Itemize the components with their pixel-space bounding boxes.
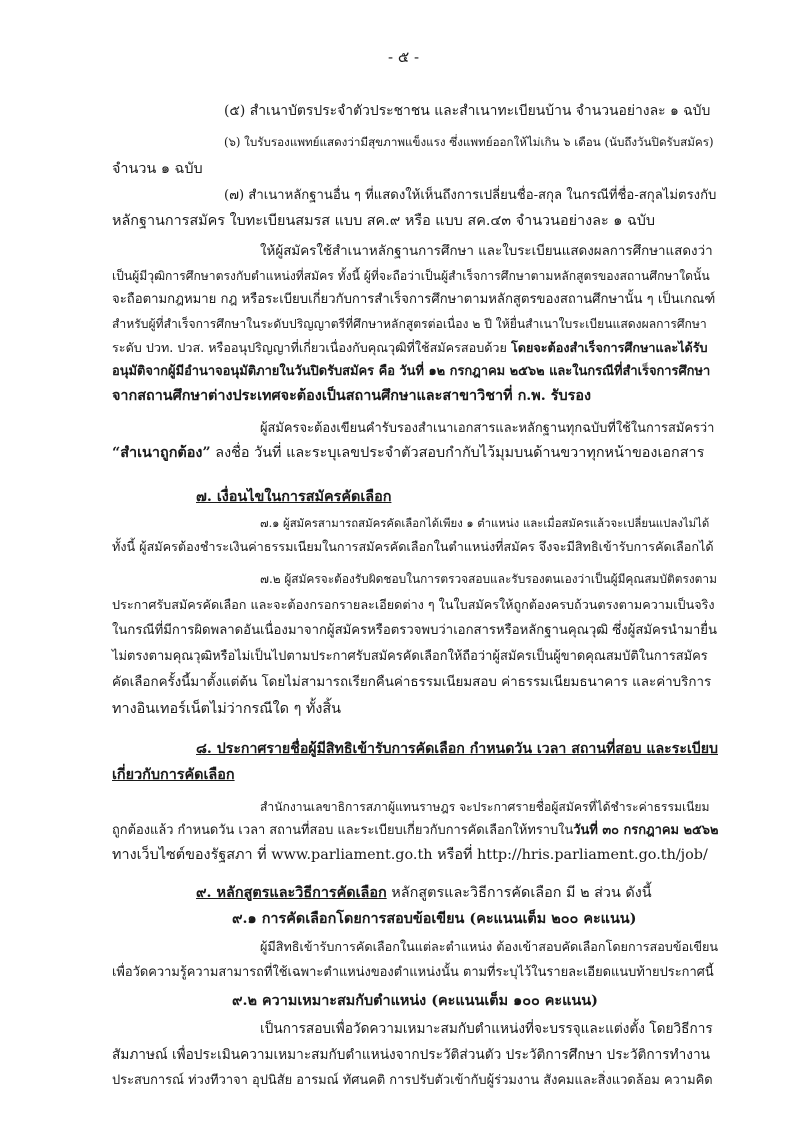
edu-para-line5-text: ระดับ ปวท. ปวส. หรืออนุปริญญาที่เกี่ยวเนื่องกับคุณวุฒิที่ใช้สมัครสอบด้วย (112, 340, 511, 355)
edu-para-line1: ให้ผู้สมัครใช้สำเนาหลักฐานการศึกษา และใบระเบียนแสดงผลการศึกษาแสดงว่า (260, 244, 713, 259)
section9-heading-text: หลักสูตรและวิธีการคัดเลือก มี ๒ ส่วน ดังนี้ (386, 885, 652, 901)
section9-heading-title: ๙. หลักสูตรและวิธีการคัดเลือก (196, 884, 387, 901)
section7-2-line6: ทางอินเทอร์เน็ตไม่ว่ากรณีใด ๆ ทั้งสิ้น (112, 701, 342, 717)
section8-line3: ทางเว็บไซต์ของรัฐสภา ที่ www.parliament.go.th หรือที่ http://hris.parliament.go.th/job/ (112, 847, 708, 863)
section9-2-line3: ประสบการณ์ ท่วงทีวาจา อุปนิสัย อารมณ์ ทัศนคติ การปรับตัวเข้ากับผู้ร่วมงาน สังคมและสิ่งแวดล้อม ความคิด (112, 1073, 713, 1088)
section9-1-line2: เพื่อวัดความรู้ความสามารถที่ใช้เฉพาะตำแหน่งของตำแหน่งนั้น ตามที่ระบุไว้ในรายละเอียดแนบท้ายประกาศนี้ (112, 965, 714, 980)
section8-line2 (112, 822, 718, 840)
cert-para-line2-text: ลงชื่อ วันที่ และระบุเลขประจำตัวสอบกำกับไว้มุมบนด้านขวาทุกหน้าของเอกสาร (210, 445, 705, 461)
section8-line2-text: ถูกต้องแล้ว กำหนดวัน เวลา สถานที่สอบ และระเบียบเกี่ยวกับการคัดเลือกให้ทราบใน (112, 823, 574, 838)
section7-heading: ๗. เงื่อนไขในการสมัครคัดเลือก (196, 488, 392, 505)
cert-para-quote: “สำเนาถูกต้อง” (112, 444, 211, 461)
edu-para-line5-bold: โดยจะต้องสำเร็จการศึกษาและได้รับ (510, 340, 708, 355)
doc-item-7-line2: หลักฐานการสมัคร ใบทะเบียนสมรส แบบ สค.๙ หรือ แบบ สค.๔๓ จำนวนอย่างละ ๑ ฉบับ (112, 213, 656, 229)
section9-1-line1: ผู้มีสิทธิเข้ารับการคัดเลือกในแต่ละตำแหน่ง ต้องเข้าสอบคัดเลือกโดยการสอบข้อเขียน (260, 939, 719, 954)
cert-para-line2 (112, 444, 704, 462)
section7-2-line3: ในกรณีที่มีการผิดพลาดอันเนื่องมาจากผู้สมัครหรือตรวจพบว่าเอกสารหรือหลักฐานคุณวุฒิ ซึ่งผู้สมัครนำมายื่น (112, 623, 717, 638)
doc-item-6-line1: (๖) ใบรับรองแพทย์แสดงว่ามีสุขภาพแข็งแรง ซึ่งแพทย์ออกให้ไม่เกิน ๖ เดือน (นับถึงวันปิดรับสมัคร) (224, 135, 714, 149)
section7-1-line2: ทั้งนี้ ผู้สมัครต้องชำระเงินค่าธรรมเนียมในการสมัครคัดเลือกในตำแหน่งที่สมัคร จึงจะมีสิทธิเข้ารับการคัดเลือกได้ (112, 539, 714, 554)
page-number: - ๕ - (388, 48, 420, 66)
edu-para-line2: เป็นผู้มีวุฒิการศึกษาตรงกับตำแหน่งที่สมัคร ทั้งนี้ ผู้ที่จะถือว่าเป็นผู้สำเร็จการศึกษาตามหลักสูตรของสถานศึกษาใดนั้น (112, 269, 710, 283)
section7-2-line5: คัดเลือกครั้งนี้มาตั้งแต่ต้น โดยไม่สามารถเรียกคืนค่าธรรมเนียมสอบ ค่าธรรมเนียมธนาคาร และค่าบริการ (112, 675, 712, 690)
edu-para-line5 (112, 339, 708, 357)
section7-2-line4: ไม่ตรงตามคุณวุฒิหรือไม่เป็นไปตามประกาศรับสมัครคัดเลือกให้ถือว่าผู้สมัครเป็นผู้ขาดคุณสมบัติในการสมัคร (112, 649, 708, 664)
section9-2-line1: เป็นการสอบเพื่อวัดความเหมาะสมกับตำแหน่งที่จะบรรจุและแต่งตั้ง โดยวิธีการ (260, 1021, 713, 1037)
doc-item-7-line1: (๗) สำเนาหลักฐานอื่น ๆ ที่แสดงให้เห็นถึงการเปลี่ยนชื่อ-สกุล ในกรณีที่ชื่อ-สกุลไม่ตรงกับ (224, 188, 717, 203)
section8-heading-line2: เกี่ยวกับการคัดเลือก (112, 766, 235, 783)
section9-1-heading: ๙.๑ การคัดเลือกโดยการสอบข้อเขียน (คะแนนเต็ม ๒๐๐ คะแนน) (232, 910, 637, 927)
doc-item-5: (๕) สำเนาบัตรประจำตัวประชาชน และสำเนาทะเบียนบ้าน จำนวนอย่างละ ๑ ฉบับ (224, 103, 711, 119)
section7-2-line2: ประกาศรับสมัครคัดเลือก และจะต้องกรอกรายละเอียดต่าง ๆ ในใบสมัครให้ถูกต้องครบถ้วนตรงตามความเป็นจริง (112, 597, 715, 612)
edu-para-line6: อนุมัติจากผู้มีอำนาจอนุมัติภายในวันปิดรับสมัคร คือ วันที่ ๑๒ กรกฎาคม ๒๕๖๒ และในกรณีที่สำเร็จการศึกษา (112, 364, 711, 379)
edu-para-line4: สำหรับผู้ที่สำเร็จการศึกษาในระดับปริญญาตรีที่ศึกษาหลักสูตรต่อเนื่อง ๒ ปี ให้ยื่นสำเนาใบระเบียนแสดงผลการศึกษา (112, 317, 707, 331)
section8-heading-line1: ๘. ประกาศรายชื่อผู้มีสิทธิเข้ารับการคัดเลือก กำหนดวัน เวลา สถานที่สอบ และระเบียบ (196, 741, 719, 757)
section9-2-line2: สัมภาษณ์ เพื่อประเมินความเหมาะสมกับตำแหน่งจากประวัติส่วนตัว ประวัติการศึกษา ประวัติการทำงาน (112, 1047, 710, 1063)
edu-para-line3: จะถือตามกฎหมาย กฎ หรือระเบียบเกี่ยวกับการสำเร็จการศึกษาตามหลักสูตรของสถานศึกษานั้น ๆ เป็นเกณฑ์ (112, 292, 716, 307)
edu-para-line7: จากสถานศึกษาต่างประเทศจะต้องเป็นสถานศึกษาและสาขาวิชาที่ ก.พ. รับรอง (112, 387, 592, 404)
section9-2-heading: ๙.๒ ความเหมาะสมกับตำแหน่ง (คะแนนเต็ม ๑๐๐ คะแนน) (232, 992, 598, 1009)
section7-1-line1: ๗.๑ ผู้สมัครสามารถสมัครคัดเลือกได้เพียง ๑ ตำแหน่ง และเมื่อสมัครแล้วจะเปลี่ยนแปลงไม่ได้ (260, 516, 710, 530)
section9-heading (196, 884, 652, 902)
section8-line1: สำนักงานเลขาธิการสภาผู้แทนราษฎร จะประกาศรายชื่อผู้สมัครที่ได้ชำระค่าธรรมเนียม (260, 800, 710, 814)
section7-2-line1: ๗.๒ ผู้สมัครจะต้องรับผิดชอบในการตรวจสอบและรับรองตนเองว่าเป็นผู้มีคุณสมบัติตรงตาม (260, 572, 717, 586)
section8-announce-date: วันที่ ๓๐ กรกฎาคม ๒๕๖๒ (573, 823, 719, 838)
doc-item-6-line2: จำนวน ๑ ฉบับ (112, 161, 203, 177)
cert-para-line1: ผู้สมัครจะต้องเขียนคำรับรองสำเนาเอกสารและหลักฐานทุกฉบับที่ใช้ในการสมัครว่า (260, 421, 715, 436)
